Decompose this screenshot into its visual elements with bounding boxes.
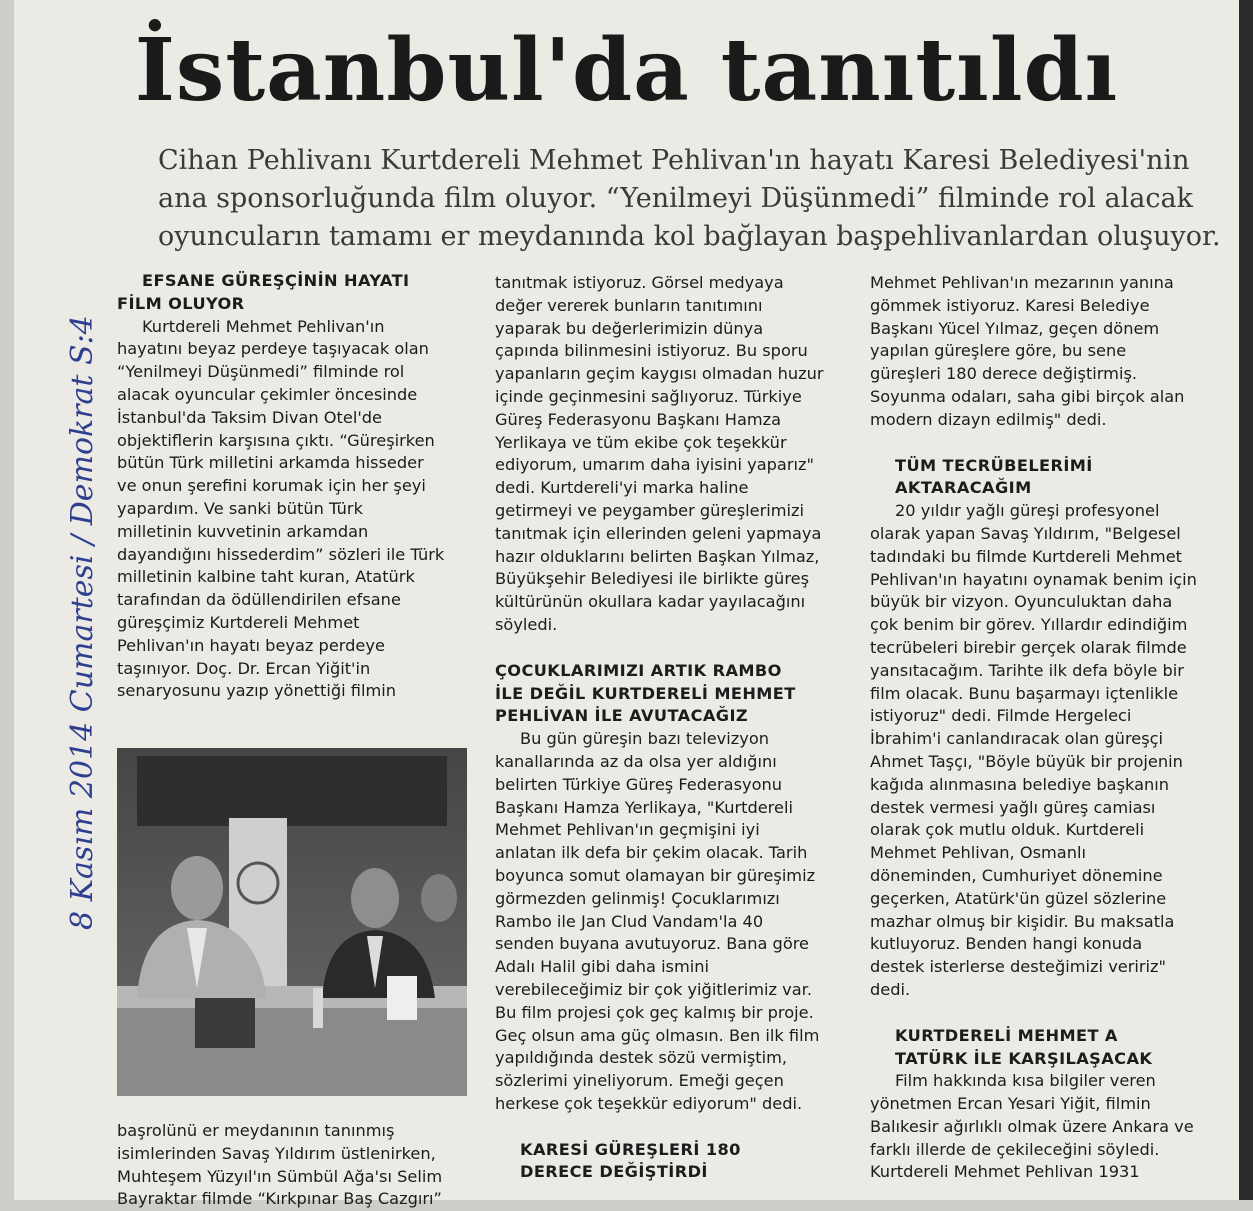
body-line: getirmeyi ve peygamber güreşlerimizi [495, 500, 804, 520]
body-line: dedi. Kurtdereli'yi marka haline [495, 478, 749, 498]
body-line: geçerken, Atatürk'ün güzel sözlerine [870, 888, 1167, 908]
body-line: milletinin kalbine taht kuran, Atatürk [117, 567, 415, 587]
body-line: yansıtacağım. Tarihte ilk defa böyle bir [870, 660, 1184, 680]
lead-paragraph [158, 142, 1221, 256]
body-line: hazır olduklarını belirten Başkan Yılmaz, [495, 546, 820, 566]
body-line: Bu gün güreşin bazı televizyon [520, 729, 769, 749]
body-line: herkese çok teşekkür ediyorum" dedi. [495, 1093, 803, 1113]
body-line: içinde geçinmesini sağlıyoruz. Türkiye [495, 386, 802, 406]
body-line: senaryosunu yazıp yönettiği filmin [117, 681, 397, 701]
body-line: Balıkesir ağırlıklı olmak üzere Ankara ve [870, 1116, 1194, 1136]
body-line: İbrahim'i canlandıracak olan güreşçi [870, 729, 1164, 749]
body-line: döneminden, Cumhuriyet dönemine [870, 865, 1163, 885]
body-line: Mehmet Pehlivan'ın mezarının yanına [870, 273, 1174, 292]
lead-line: oyuncuların tamamı er meydanında kol bağlayan başpehlivanlardan oluşuyor. [158, 221, 1221, 252]
body-line: “Yenilmeyi Düşünmedi” filminde rol [117, 362, 405, 382]
body-line: ediyorum, umarım daha iyisini yaparız" [495, 455, 814, 475]
body-line: Muhteşem Yüzyıl'ın Sümbül Ağa'sı Selim [117, 1166, 443, 1186]
body-line: kutluyoruz. Benden hangi konuda [870, 934, 1143, 954]
body-line: gömmek istiyoruz. Karesi Belediye [870, 295, 1150, 315]
section-heading: PEHLİVAN İLE AVUTACAĞIZ [495, 706, 749, 726]
body-line: Geç olsun ama güç olmasın. Ben ilk film [495, 1025, 820, 1045]
body-line: başrolünü er meydanının tanınmış [117, 1121, 395, 1140]
section-heading: ÇOCUKLARIMIZI ARTIK RAMBO [495, 660, 782, 680]
body-line: taşınıyor. Doç. Dr. Ercan Yiğit'in [117, 658, 371, 678]
body-line: tecrübeleri birebir gerçek olarak filmde [870, 637, 1187, 657]
section-heading: EFSANE GÜREŞÇİNİN HAYATI [142, 271, 410, 290]
body-line: çapında bilinmesini istiyoruz. Bu sporu [495, 341, 808, 361]
body-line: değer vererek bunların tanıtımını [495, 295, 763, 315]
body-line: İstanbul'da Taksim Divan Otel'de [117, 407, 382, 427]
body-line: Büyükşehir Belediyesi ile birlikte güreş [495, 569, 810, 589]
body-line: kültürünün okullara kadar yayılacağını [495, 592, 806, 612]
body-line: film olacak. Bunu başarmayı içtenlikle [870, 683, 1179, 703]
column-3 [870, 272, 1215, 1184]
body-line: isimlerinden Savaş Yıldırım üstlenirken, [117, 1143, 436, 1163]
lead-line: Cihan Pehlivanı Kurtdereli Mehmet Pehlivan'ın hayatı Karesi Belediyesi'nin [158, 145, 1190, 176]
press-photo-scene [117, 748, 467, 1096]
body-line: dayandığını hissederdim” sözleri ile Türk [117, 544, 445, 564]
body-line: Adalı Halil gibi daha ismini [495, 957, 710, 977]
body-line: senden buyana avutuyoruz. Bana göre [495, 934, 809, 954]
body-line: Mehmet Pehlivan'ın geçmişini iyi [495, 820, 760, 840]
body-line: Güreş Federasyonu Başkanı Hamza [495, 409, 782, 429]
body-line: Soyunma odaları, saha gibi birçok alan [870, 386, 1185, 406]
body-line: Pehlivan'ın hayatını oynamak benim için [870, 569, 1197, 589]
body-line: yapardım. Ve sanki bütün Türk [117, 498, 363, 518]
body-line: Bu film projesi çok geç kalmış bir proje. [495, 1002, 814, 1022]
section-heading: İLE DEĞİL KURTDERELİ MEHMET [495, 683, 796, 703]
body-line: tarafından da ödüllendirilen efsane [117, 590, 401, 610]
body-line: farklı illerde de çekileceğini söyledi. [870, 1139, 1160, 1159]
section-heading: TÜM TECRÜBELERİMİ [895, 455, 1093, 475]
lead-line: ana sponsorluğunda film oluyor. “Yenilmeyi Düşünmedi” filminde rol alacak [158, 183, 1193, 214]
body-line: kağıda alınmasına belediye başkanın [870, 774, 1170, 794]
body-line: alacak oyuncular çekimler öncesinde [117, 384, 418, 404]
body-line: yapıldığında destek sözü vermiştim, [495, 1048, 788, 1068]
body-line: Kurtdereli Mehmet Pehlivan 1931 [870, 1162, 1140, 1182]
body-line: Mehmet Pehlivan, Osmanlı [870, 843, 1086, 863]
body-line: söyledi. [495, 614, 558, 634]
body-line: görmezden gelinmiş! Çocuklarımızı [495, 888, 780, 908]
page-edge-shadow [1239, 0, 1253, 1200]
body-line: Pehlivan'ın hayatı beyaz perdeye [117, 635, 385, 655]
section-heading: TATÜRK İLE KARŞILAŞACAK [895, 1048, 1153, 1068]
body-line: Başkanı Yücel Yılmaz, geçen dönem [870, 318, 1160, 338]
body-line: belirten Türkiye Güreş Federasyonu [495, 774, 783, 794]
body-line: mazhar olmuş bir kişidir. Bu maksatla [870, 911, 1175, 931]
body-line: büyük bir vizyon. Oyunculuktan daha [870, 592, 1173, 612]
body-line: güreşleri 180 derece değiştirmiş. [870, 364, 1138, 384]
body-line: Film hakkında kısa bilgiler veren [895, 1071, 1156, 1091]
body-line: kanallarında az da olsa yer aldığını [495, 751, 777, 771]
body-line: verebileceğimiz bir çok yiğitlerimiz var. [495, 979, 812, 999]
body-line: yapılan güreşlere göre, bu sene [870, 341, 1127, 361]
body-line: destek isterlerse desteğimizi veririz" [870, 957, 1166, 977]
section-heading: DERECE DEĞİŞTİRDİ [520, 1162, 708, 1182]
body-line: anlatan ilk defa bir çekim olacak. Tarih [495, 843, 808, 863]
headline: İstanbul'da tanıtıldı [134, 20, 1119, 121]
body-line: yaparak bu değerlerimizin dünya [495, 318, 764, 338]
body-line: destek vermesi yağlı güreş camiası [870, 797, 1156, 817]
body-line: Ahmet Taşçı, "Böyle büyük bir projenin [870, 751, 1183, 771]
body-line: objektiflerin karşısına çıktı. “Güreşirken [117, 430, 435, 450]
column-1-continued [117, 1120, 477, 1211]
column-1 [117, 270, 477, 703]
body-line: tadındaki bu filmde Kurtdereli Mehmet [870, 546, 1182, 566]
body-line: milletinin kuvvetinin arkamdan [117, 521, 369, 541]
body-line: olarak çok mutlu olduk. Kurtdereli [870, 820, 1145, 840]
handwritten-note-text: 8 Kasım 2014 Cumartesi / Demokrat S:4 [65, 315, 100, 930]
body-line: yapanların geçim kaygısı olmadan huzur [495, 364, 824, 384]
press-photo [117, 748, 467, 1096]
body-line: istiyoruz" dedi. Filmde Hergeleci [870, 706, 1132, 726]
section-heading: AKTARACAĞIM [895, 478, 1032, 498]
body-line: yönetmen Ercan Yesari Yiğit, filmin [870, 1094, 1151, 1114]
section-heading: KARESİ GÜREŞLERİ 180 [520, 1139, 741, 1159]
body-line: boyunca somut olamayan bir güreşimiz [495, 865, 816, 885]
body-line: güreşçimiz Kurtdereli Mehmet [117, 612, 360, 632]
body-line: sözlerimi yineliyorum. Emeği geçen [495, 1071, 784, 1091]
body-line: bütün Türk milletini arkamda hisseder [117, 453, 424, 473]
body-line: dedi. [870, 979, 911, 999]
body-line: Bayraktar filmde “Kırkpınar Baş Cazgırı” [117, 1189, 442, 1209]
body-line: hayatını beyaz perdeye taşıyacak olan [117, 339, 429, 359]
column-2 [495, 272, 855, 1184]
body-line: çok benim bir görev. Yıllardır edindiğim [870, 615, 1188, 635]
section-heading: KURTDERELİ MEHMET A [895, 1025, 1118, 1045]
body-line: ve onun şerefini korumak için her şeyi [117, 476, 426, 496]
body-line: tanıtmak için ellerinden geleni yapmaya [495, 523, 822, 543]
body-line: Kurtdereli Mehmet Pehlivan'ın [142, 316, 385, 336]
handwritten-date-note [50, 180, 110, 940]
body-line: Rambo ile Jan Clud Vandam'la 40 [495, 911, 764, 931]
body-line: tanıtmak istiyoruz. Görsel medyaya [495, 273, 784, 292]
section-heading: FİLM OLUYOR [117, 293, 245, 313]
body-line: Yerlikaya ve tüm ekibe çok teşekkür [495, 432, 787, 452]
body-line: modern dizayn edilmiş" dedi. [870, 409, 1107, 429]
body-line: olarak yapan Savaş Yıldırım, "Belgesel [870, 523, 1181, 543]
body-line: Başkanı Hamza Yerlikaya, "Kurtdereli [495, 797, 793, 817]
body-line: 20 yıldır yağlı güreşi profesyonel [895, 501, 1160, 521]
